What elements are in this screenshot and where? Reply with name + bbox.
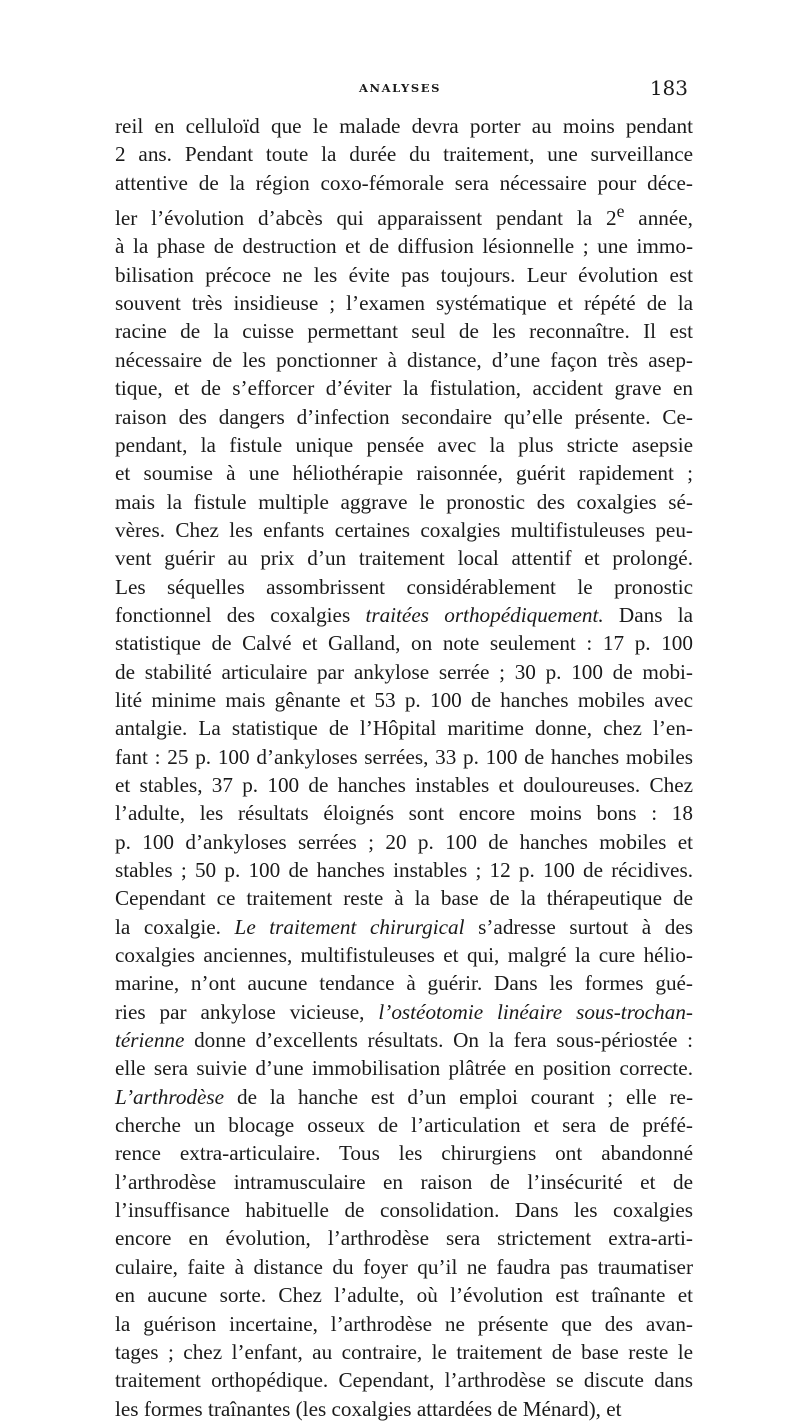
- text-line: fonctionnel des coxalgies traitées orthopédiquement. Dans la: [115, 602, 693, 627]
- text-line: encore en évolution, l’arthrodèse sera strictement extra-arti-: [115, 1226, 693, 1251]
- text-line: rence extra-articulaire. Tous les chirurgiens ont abandonné: [115, 1141, 693, 1166]
- text-line: et stables, 37 p. 100 de hanches instables et douloureuses. Chez: [115, 772, 693, 797]
- page-header: [0, 76, 800, 100]
- text-line: lité minime mais gênante et 53 p. 100 de hanches mobiles avec: [115, 687, 693, 712]
- text-line: tique, et de s’efforcer d’éviter la fistulation, accident grave en: [115, 376, 693, 401]
- text-line: L’arthrodèse de la hanche est d’un emploi courant ; elle re-: [115, 1084, 693, 1109]
- running-head: ANALYSES: [358, 81, 442, 95]
- text-line: mais la fistule multiple aggrave le pronostic des coxalgies sé-: [115, 489, 693, 514]
- text-line: reil en celluloïd que le malade devra porter au moins pendant: [115, 114, 693, 138]
- text-line: 2 ans. Pendant toute la durée du traitement, une surveillance: [115, 142, 693, 167]
- text-line: la guérison incertaine, l’arthrodèse ne présente que des avan-: [115, 1311, 693, 1336]
- body-text: [115, 112, 693, 1423]
- text-line: ries par ankylose vicieuse, l’ostéotomie linéaire sous-trochan-: [115, 999, 693, 1024]
- text-line: l’arthrodèse intramusculaire en raison de l’insécurité et de: [115, 1169, 693, 1194]
- text-line: ler l’évolution d’abcès qui apparaissent pendant la 2e année,: [115, 201, 693, 231]
- text-line: térienne donne d’excellents résultats. On la fera sous-périostée :: [115, 1028, 693, 1053]
- text-line: Cependant ce traitement reste à la base de la thérapeutique de: [115, 886, 693, 911]
- text-line: l’adulte, les résultats éloignés sont encore moins bons : 18: [115, 801, 693, 826]
- text-line: tages ; chez l’enfant, au contraire, le traitement de base reste le: [115, 1339, 693, 1364]
- text-line: pendant, la fistule unique pensée avec la plus stricte asepsie: [115, 432, 693, 457]
- text-line: attentive de la région coxo-fémorale sera nécessaire pour déce-: [115, 170, 693, 195]
- text-line: vent guérir au prix d’un traitement local attentif et prolongé.: [115, 546, 693, 571]
- text-line: de stabilité articulaire par ankylose serrée ; 30 p. 100 de mobi-: [115, 659, 693, 684]
- text-line: coxalgies anciennes, multifistuleuses et qui, malgré la cure hélio-: [115, 943, 693, 968]
- text-line: traitement orthopédique. Cependant, l’arthrodèse se discute dans: [115, 1368, 693, 1393]
- text-line: raison des dangers d’infection secondaire qu’elle présente. Ce-: [115, 404, 693, 429]
- text-line: souvent très insidieuse ; l’examen systématique et répété de la: [115, 291, 693, 316]
- text-line: statistique de Calvé et Galland, on note seulement : 17 p. 100: [115, 631, 693, 656]
- text-line: racine de la cuisse permettant seul de les reconnaître. Il est: [115, 319, 693, 344]
- text-line: p. 100 d’ankyloses serrées ; 20 p. 100 de hanches mobiles et: [115, 829, 693, 854]
- text-line: cherche un blocage osseux de l’articulation et sera de préfé-: [115, 1113, 693, 1138]
- text-line: nécessaire de les ponctionner à distance, d’une façon très asep-: [115, 347, 693, 372]
- text-line: vères. Chez les enfants certaines coxalgies multifistuleuses peu-: [115, 517, 693, 542]
- text-line: en aucune sorte. Chez l’adulte, où l’évolution est traînante et: [115, 1283, 693, 1308]
- text-line: les formes traînantes (les coxalgies attardées de Ménard), et: [115, 1396, 622, 1421]
- text-line: elle sera suivie d’une immobilisation plâtrée en position correcte.: [115, 1056, 693, 1081]
- text-line: stables ; 50 p. 100 de hanches instables ; 12 p. 100 de récidives.: [115, 858, 693, 882]
- text-line: antalgie. La statistique de l’Hôpital maritime donne, chez l’en-: [115, 716, 693, 741]
- text-line: et soumise à une héliothérapie raisonnée, guérit rapidement ;: [115, 461, 693, 486]
- text-line: Les séquelles assombrissent considérablement le pronostic: [115, 574, 693, 599]
- text-line: la coxalgie. Le traitement chirurgical s’adresse surtout à des: [115, 914, 694, 939]
- text-line: l’insuffisance habituelle de consolidation. Dans les coxalgies: [115, 1198, 693, 1223]
- page-number: 183: [649, 76, 688, 100]
- text-line: bilisation précoce ne les évite pas toujours. Leur évolution est: [115, 262, 693, 287]
- text-line: à la phase de destruction et de diffusion lésionnelle ; une immo-: [115, 234, 693, 259]
- text-line: culaire, faite à distance du foyer qu’il ne faudra pas traumatiser: [115, 1254, 693, 1279]
- text-line: marine, n’ont aucune tendance à guérir. Dans les formes gué-: [115, 971, 693, 996]
- text-line: fant : 25 p. 100 d’ankyloses serrées, 33 p. 100 de hanches mobiles: [115, 744, 693, 769]
